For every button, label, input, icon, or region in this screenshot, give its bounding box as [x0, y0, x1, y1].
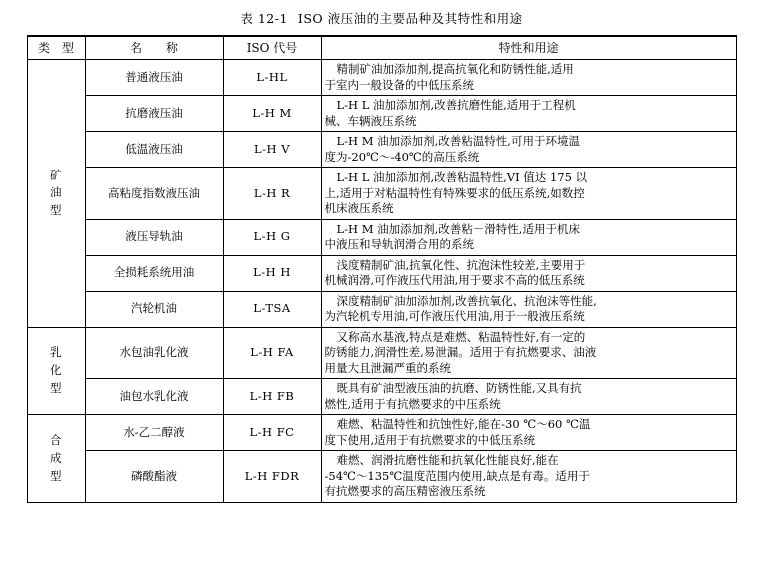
oil-name: 低温液压油 — [85, 132, 223, 168]
desc-line: 于室内一般设备的中低压系统 — [324, 77, 474, 92]
header-desc: 特性和用途 — [321, 36, 736, 60]
group-type-char: 油 — [50, 185, 62, 200]
oil-code: L-H V — [223, 132, 321, 168]
group-type-emulsion — [27, 327, 85, 415]
desc-line: 用量大且泄漏严重的系统 — [324, 360, 451, 375]
desc-line: 上,适用于对粘温特性有特殊要求的低压系统,如数控 — [324, 185, 585, 200]
group-type-char: 乳 — [50, 345, 62, 360]
table-row — [27, 415, 736, 451]
header-code: ISO 代号 — [223, 36, 321, 60]
desc-line: -54℃～135℃温度范围内使用,缺点是有毒。适用于 — [324, 468, 590, 483]
group-type-char: 型 — [50, 203, 62, 218]
oil-desc — [321, 96, 736, 132]
group-type-mineral — [27, 60, 85, 328]
desc-line: 燃性,适用于有抗燃要求的中压系统 — [324, 396, 501, 411]
desc-line: 难燃、粘温特性和抗蚀性好,能在-30 ℃～60 ℃温 — [336, 417, 591, 432]
table-header — [27, 36, 736, 60]
oil-desc — [321, 60, 736, 96]
table-row — [27, 60, 736, 96]
caption-number: 表 12-1 — [240, 11, 288, 26]
oil-desc — [321, 415, 736, 451]
oil-code: L-H FB — [223, 379, 321, 415]
caption-title: ISO 液压油的主要品种及其特性和用途 — [297, 11, 523, 26]
oil-desc — [321, 168, 736, 220]
table-row — [27, 451, 736, 503]
oil-code: L-H R — [223, 168, 321, 220]
desc-line: L-H L 油加添加剂,改善粘温特性,VI 值达 175 以 — [336, 170, 588, 185]
group-type-synthetic — [27, 415, 85, 503]
desc-line: 深度精制矿油加添加剂,改善抗氧化、抗泡沫等性能, — [336, 293, 597, 308]
table-row — [27, 291, 736, 327]
oil-desc — [321, 219, 736, 255]
desc-line: 械、车辆液压系统 — [324, 113, 417, 128]
table-row — [27, 96, 736, 132]
desc-line: 机械润滑,可作液压代用油,用于要求不高的低压系统 — [324, 273, 585, 288]
desc-line: 有抗燃要求的高压精密液压系统 — [324, 484, 486, 499]
desc-line: 防锈能力,润滑性差,易泄漏。适用于有抗燃要求、油液 — [324, 345, 597, 360]
oil-name: 油包水乳化液 — [85, 379, 223, 415]
desc-line: 中液压和导轨润滑合用的系统 — [324, 237, 474, 252]
desc-line: 度为-20℃～-40℃的高压系统 — [324, 149, 480, 164]
oil-name: 磷酸酯液 — [85, 451, 223, 503]
oil-name: 全损耗系统用油 — [85, 255, 223, 291]
oil-code: L-H FA — [223, 327, 321, 379]
oil-desc — [321, 132, 736, 168]
group-type-char: 成 — [50, 450, 62, 465]
table-row — [27, 255, 736, 291]
desc-line: 既具有矿油型液压油的抗磨、防锈性能,又具有抗 — [336, 381, 582, 396]
oil-name: 抗磨液压油 — [85, 96, 223, 132]
oil-desc — [321, 255, 736, 291]
group-type-char: 矿 — [50, 167, 62, 182]
oil-name: 高粘度指数液压油 — [85, 168, 223, 220]
desc-line: L-H L 油加添加剂,改善抗磨性能,适用于工程机 — [336, 98, 576, 113]
table-row — [27, 327, 736, 379]
header-name: 名 称 — [85, 36, 223, 60]
table-caption — [0, 0, 763, 35]
group-type-char: 合 — [50, 432, 62, 447]
oil-name: 普通液压油 — [85, 60, 223, 96]
oil-code: L-H H — [223, 255, 321, 291]
oil-code: L-TSA — [223, 291, 321, 327]
desc-line: L-H M 油加添加剂,改善粘温特性,可用于环境温 — [336, 134, 580, 149]
oil-name: 液压导轨油 — [85, 219, 223, 255]
desc-line: L-H M 油加添加剂,改善粘－滑特性,适用于机床 — [336, 221, 580, 236]
group-type-char: 型 — [50, 380, 62, 395]
desc-line: 度下使用,适用于有抗燃要求的中低压系统 — [324, 432, 536, 447]
oil-code: L-H G — [223, 219, 321, 255]
header-type: 类 型 — [27, 36, 85, 60]
header-row — [27, 36, 736, 60]
group-type-char: 型 — [50, 468, 62, 483]
desc-line: 难燃、润滑抗磨性能和抗氧化性能良好,能在 — [336, 453, 559, 468]
table-row — [27, 219, 736, 255]
desc-line: 又称高水基液,特点是难燃、粘温特性好,有一定的 — [336, 329, 586, 344]
oil-desc — [321, 327, 736, 379]
oil-code: L-HL — [223, 60, 321, 96]
oil-code: L-H M — [223, 96, 321, 132]
desc-line: 机床液压系统 — [324, 201, 394, 216]
oil-desc — [321, 379, 736, 415]
oil-name: 水包油乳化液 — [85, 327, 223, 379]
oil-name: 水-乙二醇液 — [85, 415, 223, 451]
table-row — [27, 379, 736, 415]
hydraulic-oil-table — [27, 35, 737, 503]
oil-name: 汽轮机油 — [85, 291, 223, 327]
desc-line: 浅度精制矿油,抗氧化性、抗泡沫性较差,主要用于 — [336, 257, 586, 272]
table-row — [27, 132, 736, 168]
table-body — [27, 60, 736, 503]
desc-line: 为汽轮机专用油,可作液压代用油,用于一般液压系统 — [324, 309, 585, 324]
oil-desc — [321, 451, 736, 503]
table-row — [27, 168, 736, 220]
oil-code: L-H FC — [223, 415, 321, 451]
desc-line: 精制矿油加添加剂,提高抗氧化和防锈性能,适用 — [336, 62, 574, 76]
oil-desc — [321, 291, 736, 327]
group-type-char: 化 — [50, 363, 62, 378]
oil-code: L-H FDR — [223, 451, 321, 503]
